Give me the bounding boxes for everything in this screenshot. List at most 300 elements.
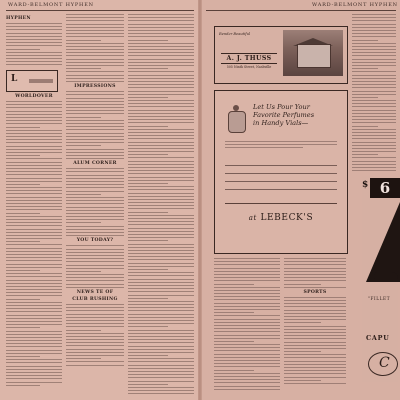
text-line: [6, 359, 62, 360]
text-line: [6, 222, 62, 223]
text-line: [128, 40, 168, 41]
text-line: [66, 110, 124, 111]
text-line: [6, 123, 62, 124]
headline-line-2: Favorite Perfumes: [253, 111, 315, 119]
text-line: [66, 323, 124, 324]
text-line: [66, 361, 124, 362]
text-line: [66, 33, 124, 34]
text-line: [128, 75, 194, 76]
text-line: [6, 45, 62, 46]
building-photo: [283, 30, 343, 76]
text-line: [214, 303, 280, 304]
text-line: [66, 310, 124, 311]
text-line: [214, 386, 280, 387]
text-line: [66, 232, 124, 233]
text-line: [128, 221, 194, 222]
text-line: [66, 65, 124, 66]
text-line: [214, 370, 254, 371]
text-block: [66, 245, 124, 287]
text-line: [128, 97, 168, 98]
text-line: [352, 122, 396, 123]
text-line: [352, 138, 396, 139]
text-line: [214, 290, 280, 291]
text-line: [128, 14, 194, 15]
bottle-body: [228, 111, 246, 133]
text-line: [128, 228, 194, 229]
text-line: [66, 17, 124, 18]
text-line: [66, 145, 101, 146]
text-line: [6, 375, 62, 376]
text-line: [128, 259, 194, 260]
text-line: [284, 380, 321, 381]
text-line: [66, 349, 124, 350]
heading-news: NEWS TE OF: [76, 290, 114, 295]
heading-alum-corner: ALUM CORNER: [73, 161, 117, 167]
text-line: [284, 354, 346, 355]
text-line: [66, 330, 101, 331]
right-col-4-top: [352, 14, 396, 174]
text-line: [6, 382, 62, 383]
text-block: [128, 14, 194, 394]
text-line: [6, 308, 62, 309]
text-line: [66, 287, 124, 288]
text-line: [284, 316, 346, 317]
text-line: [128, 256, 194, 257]
text-line: [66, 52, 124, 53]
text-line: [66, 133, 124, 134]
text-line: [6, 133, 62, 134]
heading-sports: SPORTS: [303, 289, 327, 295]
text-line: [284, 319, 346, 320]
text-line: [352, 40, 378, 41]
text-line: [128, 71, 194, 72]
text-line: [66, 30, 124, 31]
text-line: [6, 267, 62, 268]
text-line: [128, 301, 194, 302]
perfume-bottle-icon: [227, 105, 245, 131]
text-line: [6, 107, 62, 108]
text-line: [6, 216, 62, 217]
ad-company-name: A. J. THUSS: [221, 53, 277, 64]
text-line: [66, 36, 124, 37]
text-line: [66, 27, 124, 28]
text-line: [225, 147, 303, 148]
text-line: [66, 268, 124, 269]
text-line: [6, 353, 62, 354]
text-line: [6, 372, 62, 373]
text-line: [6, 283, 62, 284]
text-line: [128, 110, 194, 111]
text-line: [214, 389, 280, 390]
text-line: [352, 113, 396, 114]
text-line: [128, 103, 194, 104]
text-line: [128, 55, 194, 56]
header-rule-left: [6, 10, 194, 11]
text-line: [6, 356, 40, 357]
text-line: [352, 103, 396, 104]
text-line: [352, 161, 396, 162]
text-line: [6, 165, 62, 166]
text-line: [214, 306, 280, 307]
text-line: [214, 379, 280, 380]
text-line: [128, 189, 194, 190]
text-line: [6, 327, 40, 328]
text-line: [284, 345, 346, 346]
ad-divider: [225, 203, 337, 204]
text-line: [128, 205, 194, 206]
text-line: [6, 366, 62, 367]
text-line: [6, 58, 62, 59]
ad-address: 505 Ninth Street, Nashville: [226, 65, 272, 69]
text-line: [6, 219, 62, 220]
running-head-left: WARD-BELMONT HYPHEN: [8, 2, 94, 8]
text-line: [6, 117, 62, 118]
left-col-3: [128, 14, 194, 394]
text-line: [128, 17, 194, 18]
text-line: [284, 303, 346, 304]
text-block: [284, 258, 346, 288]
text-line: [6, 229, 62, 230]
text-line: [66, 149, 124, 150]
text-line: [66, 20, 124, 21]
text-line: [6, 203, 62, 204]
text-line: [352, 20, 396, 21]
text-line: [352, 62, 396, 63]
text-line: [352, 148, 396, 149]
text-line: [6, 232, 62, 233]
text-line: [66, 91, 124, 92]
text-line: [352, 170, 396, 171]
text-line: [6, 178, 62, 179]
text-line: [66, 14, 124, 15]
text-line: [128, 275, 194, 276]
text-line: [352, 30, 396, 31]
text-line: [214, 344, 280, 345]
text-line: [66, 200, 124, 201]
text-line: [6, 270, 40, 271]
text-line: [352, 36, 396, 37]
text-line: [352, 17, 396, 18]
text-line: [284, 284, 321, 285]
text-line: [214, 280, 280, 281]
text-line: [352, 71, 396, 72]
text-line: [6, 280, 62, 281]
text-line: [352, 110, 396, 111]
text-line: [128, 336, 194, 337]
text-line: [214, 284, 254, 285]
text-line: [352, 46, 396, 47]
text-line: [128, 298, 168, 299]
box-stamp: [29, 79, 53, 83]
text-line: [66, 81, 124, 82]
text-line: [214, 331, 280, 332]
text-line: [6, 187, 62, 188]
text-line: [128, 224, 194, 225]
text-line: [128, 91, 194, 92]
text-line: [6, 213, 40, 214]
text-line: [352, 65, 396, 66]
text-line: [128, 106, 194, 107]
text-line: [128, 113, 194, 114]
text-line: [6, 244, 62, 245]
text-line: [128, 393, 194, 394]
text-line: [66, 55, 124, 56]
text-line: [128, 317, 194, 318]
ad-body-text: [225, 141, 337, 151]
text-line: [128, 272, 194, 273]
text-line: [128, 170, 194, 171]
text-line: [66, 219, 124, 220]
store-prefix: at: [248, 214, 257, 222]
text-line: [66, 187, 124, 188]
text-line: [128, 24, 194, 25]
text-line: [214, 363, 280, 364]
text-block: [6, 101, 62, 386]
text-line: [6, 260, 62, 261]
text-line: [6, 334, 62, 335]
text-line: [66, 104, 124, 105]
text-line: [6, 127, 40, 128]
text-line: [128, 138, 194, 139]
text-line: [6, 146, 62, 147]
text-line: [352, 75, 396, 76]
text-line: [6, 190, 62, 191]
text-line: [128, 285, 194, 286]
text-line: [214, 309, 280, 310]
text-line: [128, 196, 194, 197]
right-col-1-bottom: [214, 258, 280, 394]
text-line: [352, 135, 396, 136]
text-line: [352, 145, 396, 146]
text-line: [128, 266, 194, 267]
six-dollar-advertisement: [362, 176, 398, 382]
text-line: [128, 135, 194, 136]
left-col-2: [66, 14, 124, 394]
text-line: [352, 55, 396, 56]
text-line: [214, 261, 280, 262]
text-line: [128, 269, 168, 270]
store-name-text: LEBECK'S: [260, 213, 314, 223]
text-line: [352, 87, 396, 88]
text-line: [6, 369, 62, 370]
text-line: [66, 71, 124, 72]
text-line: [66, 168, 124, 169]
text-line: [352, 94, 396, 95]
text-line: [6, 254, 62, 255]
text-line: [6, 257, 62, 258]
text-line: [352, 91, 396, 92]
headline-line-1: Let Us Pour Your: [253, 103, 310, 111]
text-line: [128, 387, 194, 388]
text-line: [6, 321, 62, 322]
text-line: [6, 101, 62, 102]
text-line: [284, 322, 321, 323]
text-line: [66, 226, 124, 227]
text-line: [284, 338, 346, 339]
text-line: [66, 94, 124, 95]
text-line: [225, 141, 337, 142]
text-line: [128, 377, 194, 378]
text-line: [352, 68, 378, 69]
text-line: [6, 292, 62, 293]
text-line: [6, 273, 62, 274]
text-line: [6, 305, 62, 306]
text-line: [214, 277, 280, 278]
text-block: [66, 304, 124, 366]
left-col-1: [6, 92, 62, 392]
text-line: [128, 240, 168, 241]
text-line: [128, 374, 194, 375]
text-line: [128, 84, 194, 85]
text-line: [128, 122, 194, 123]
text-line: [6, 136, 62, 137]
house-shape: [297, 44, 331, 68]
text-line: [66, 75, 124, 76]
running-head-right: WARD-BELMONT HYPHEN: [312, 2, 398, 8]
text-line: [128, 244, 194, 245]
text-line: [352, 33, 396, 34]
text-line: [66, 78, 124, 79]
left-col-1-top: [6, 14, 62, 68]
text-line: [66, 113, 124, 114]
heading-club-rushing: CLUB RUSHING: [72, 297, 118, 302]
text-line: [284, 332, 346, 333]
text-line: [352, 49, 396, 50]
text-line: [66, 265, 124, 266]
text-line: [66, 120, 124, 121]
text-line: [284, 357, 346, 358]
text-line: [128, 46, 194, 47]
text-line: [128, 234, 194, 235]
text-line: [214, 268, 280, 269]
text-line: [128, 81, 194, 82]
text-line: [214, 357, 280, 358]
text-line: [66, 261, 124, 262]
text-line: [6, 23, 62, 24]
text-line: [66, 280, 124, 281]
text-line: [214, 274, 280, 275]
text-line: [6, 33, 62, 34]
text-line: [284, 329, 346, 330]
text-line: [66, 98, 124, 99]
text-line: [352, 100, 396, 101]
text-line: [128, 43, 194, 44]
text-line: [352, 157, 396, 158]
text-line: [6, 238, 62, 239]
text-line: [6, 362, 62, 363]
text-line: [6, 114, 62, 115]
text-line: [6, 276, 62, 277]
text-line: [6, 235, 62, 236]
text-line: [284, 361, 346, 362]
text-line: [66, 249, 124, 250]
text-line: [6, 248, 62, 249]
text-line: [6, 200, 62, 201]
text-block: [66, 14, 124, 82]
text-line: [66, 229, 124, 230]
text-line: [66, 178, 124, 179]
text-line: [66, 49, 124, 50]
dollar-sign: $: [362, 180, 369, 190]
text-line: [6, 197, 62, 198]
text-line: [352, 132, 396, 133]
text-line: [128, 263, 194, 264]
text-line: [128, 208, 194, 209]
text-line: [6, 295, 62, 296]
text-line: [284, 326, 346, 327]
text-line: [284, 310, 346, 311]
text-line: [214, 312, 254, 313]
text-line: [284, 261, 346, 262]
text-line: [128, 177, 194, 178]
text-line: [66, 136, 124, 137]
lebeck-advertisement: [214, 90, 348, 254]
text-line: [128, 154, 168, 155]
price-line: [225, 181, 337, 182]
text-line: [128, 27, 194, 28]
text-block: [66, 168, 124, 236]
text-line: [128, 361, 194, 362]
text-line: [6, 104, 62, 105]
text-line: [66, 62, 124, 63]
text-line: [128, 314, 194, 315]
text-line: [352, 106, 396, 107]
text-line: [6, 29, 62, 30]
text-line: [6, 264, 62, 265]
text-line: [128, 346, 194, 347]
text-line: [352, 14, 396, 15]
text-line: [128, 381, 194, 382]
text-line: [66, 24, 124, 25]
text-line: [352, 81, 396, 82]
text-line: [128, 94, 194, 95]
text-line: [66, 155, 124, 156]
text-line: [66, 175, 124, 176]
center-fold: [198, 0, 202, 400]
text-line: [6, 378, 62, 379]
text-line: [6, 302, 62, 303]
text-line: [6, 299, 40, 300]
text-line: [6, 181, 62, 182]
text-line: [128, 132, 194, 133]
text-line: [128, 320, 194, 321]
text-line: [128, 247, 194, 248]
text-line: [284, 348, 346, 349]
text-line: [6, 39, 62, 40]
monogram-letter: C: [379, 355, 390, 371]
text-line: [66, 255, 124, 256]
text-line: [66, 352, 124, 353]
text-line: [6, 42, 62, 43]
text-line: [6, 55, 62, 56]
text-line: [128, 352, 194, 353]
text-line: [128, 323, 194, 324]
text-line: [66, 307, 124, 308]
text-line: [66, 320, 124, 321]
text-line: [6, 139, 62, 140]
text-line: [214, 341, 254, 342]
text-line: [214, 299, 280, 300]
text-line: [128, 291, 194, 292]
text-line: [128, 68, 168, 69]
text-line: [284, 300, 346, 301]
text-line: [128, 30, 194, 31]
text-line: [352, 154, 378, 155]
text-line: [6, 171, 62, 172]
text-line: [284, 351, 321, 352]
text-line: [284, 370, 346, 371]
text-line: [284, 274, 346, 275]
